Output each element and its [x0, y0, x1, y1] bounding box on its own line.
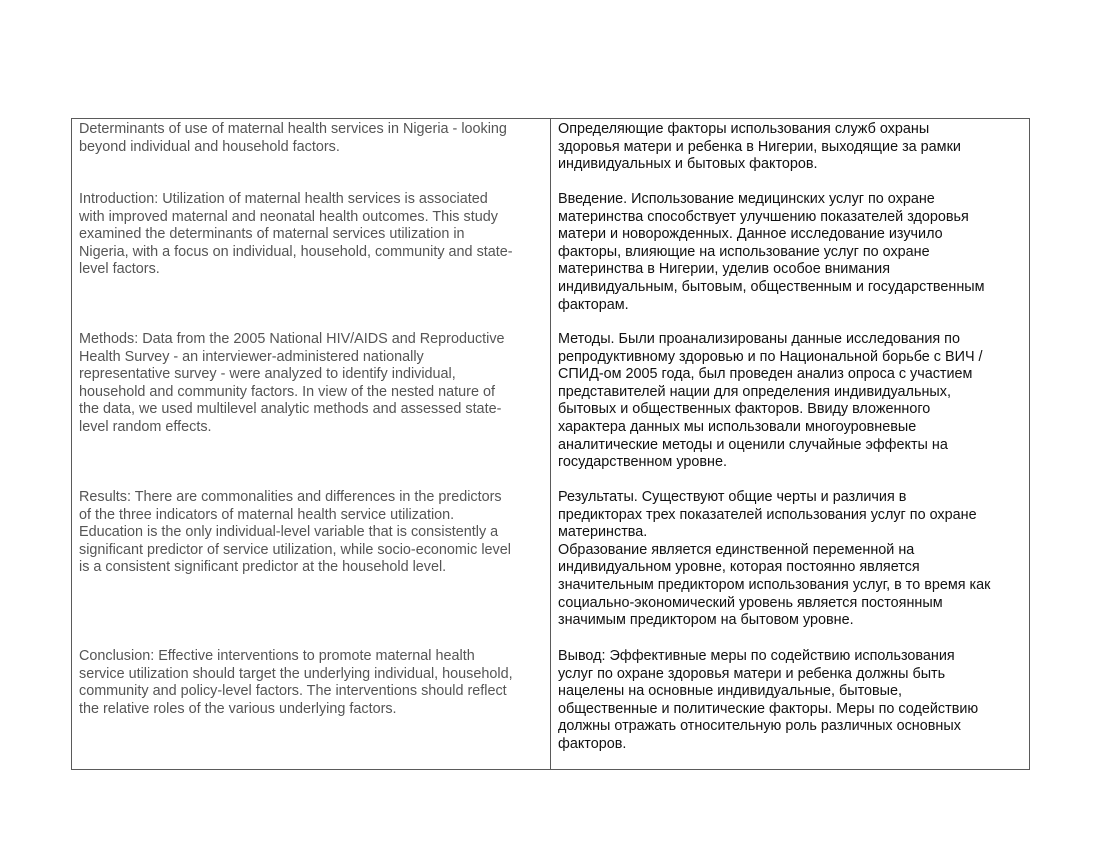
- russian-results: Результаты. Существуют общие черты и различия в предикторах трех показателей использования услуг по охране материнства. Образование является единственной переменной на индивидуальном уровне, которая постоянно является значительным предиктором использования услуг, в то время как социально-экономический уровень является постоянным значимым предиктором на бытовом уровне.: [558, 489, 991, 629]
- english-column: [72, 119, 551, 769]
- english-results: Results: There are commonalities and differences in the predictors of the three indicators of maternal health service utilization. Education is the only individual-level variable that is consistently a significant predictor of service utilization, while socio-economic level is a consistent significant predictor at the household level.: [79, 489, 511, 576]
- russian-introduction: Введение. Использование медицинских услуг по охране материнства способствует улучшению показателей здоровья матери и новорожденных. Данное исследование изучило факторы, влияющие на использование услуг по охране материнства в Нигерии, уделив особое внимания индивидуальным, бытовым, общественным и государственным факторам.: [558, 191, 985, 313]
- english-title: Determinants of use of maternal health services in Nigeria - looking beyond individual and household factors.: [79, 121, 507, 155]
- english-conclusion: Conclusion: Effective interventions to promote maternal health service utilization should target the underlying individual, household, community and policy-level factors. The interventions should reflect the relative roles of the various underlying factors.: [79, 648, 513, 717]
- russian-methods: Методы. Были проанализированы данные исследования по репродуктивному здоровью и по Национальной борьбе с ВИЧ / СПИД-ом 2005 года, был проведен анализ опроса с участием представителей нации для определения индивидуальных, бытовых и общественных факторов. Ввиду вложенного характера данных мы использовали многоуровневые аналитические методы и оценили случайные эффекты на государственном уровне.: [558, 331, 983, 471]
- russian-title: Определяющие факторы использования служб охраны здоровья матери и ребенка в Нигерии, выходящие за рамки индивидуальных и бытовых факторов.: [558, 121, 961, 173]
- english-introduction: Introduction: Utilization of maternal health services is associated with improved maternal and neonatal health outcomes. This study examined the determinants of maternal services utilization in Nigeria, with a focus on individual, household, community and state- level factors.: [79, 191, 513, 278]
- russian-column: [551, 119, 1029, 769]
- bilingual-table: [71, 118, 1030, 770]
- russian-conclusion: Вывод: Эффективные меры по содействию использования услуг по охране здоровья матери и ребенка должны быть нацелены на основные индивидуальные, бытовые, общественные и политические факторы. Меры по содействию должны отражать относительную роль различных основных факторов.: [558, 648, 979, 752]
- english-methods: Methods: Data from the 2005 National HIV/AIDS and Reproductive Health Survey - an interviewer-administered nationally representative survey - were analyzed to identify individual, household and community factors. In view of the nested nature of the data, we used multilevel analytic methods and assessed state- level random effects.: [79, 331, 505, 435]
